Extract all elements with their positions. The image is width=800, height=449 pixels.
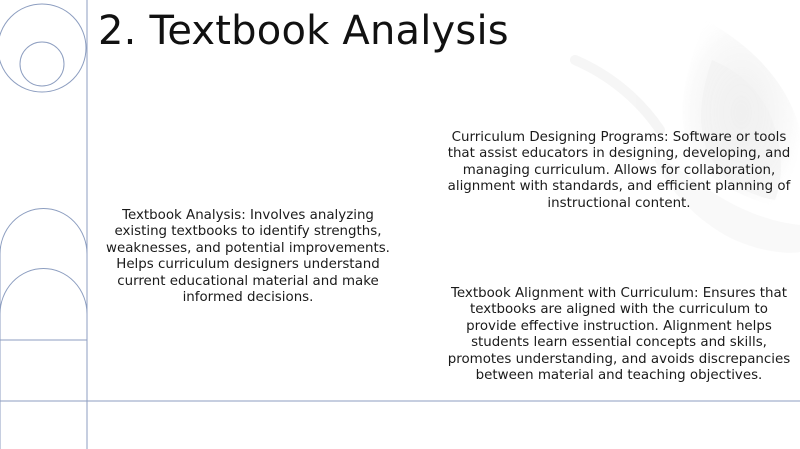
textbook-analysis-text: Textbook Analysis: Involves analyzing existing textbooks to identify strengths, weaknesses, and potential improvements. Helps curriculum designers understand current educational material and make informed decisions. bbox=[106, 208, 390, 306]
curriculum-programs-text: Curriculum Designing Programs: Software or tools that assist educators in designing, developing, and managing curriculum. Allows for collaboration, alignment with standards, and efficient planning of instructional content. bbox=[447, 130, 791, 211]
slide-title: 2. Textbook Analysis bbox=[98, 8, 509, 54]
textbook-alignment-text: Textbook Alignment with Curriculum: Ensures that textbooks are aligned with the curriculum to provide effective instruction. Alignment helps students learn essential concepts and skills, promotes understanding, and avoids discrepancies between material and teaching objectives. bbox=[447, 286, 791, 384]
